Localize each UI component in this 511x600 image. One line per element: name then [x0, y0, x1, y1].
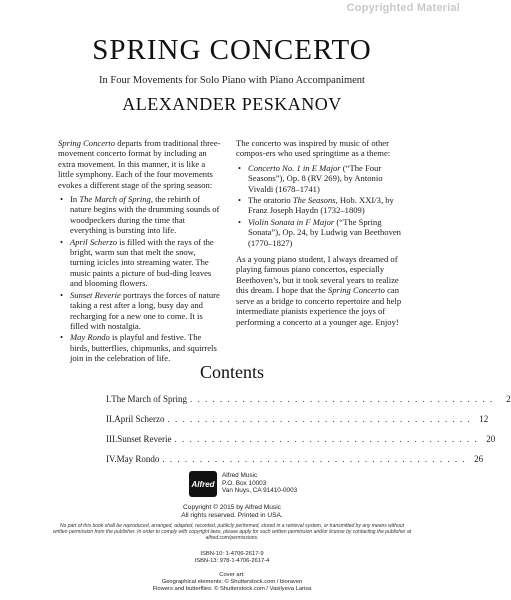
list-item — [70, 290, 221, 332]
publisher-name: Alfred Music — [222, 472, 258, 479]
toc-row[interactable] — [106, 454, 484, 474]
closing-text: can serve as a bridge to concerto repertoire and help intermediate pianists experience the joys of performing a concerto at a younger age. Enjoy! — [236, 285, 402, 327]
isbn-block — [0, 551, 464, 565]
contents-heading: Contents — [199, 362, 264, 382]
toc-leader-dots: . . . . . . . . . . . . . . . . . . . . . . . . . . . . . . . . . . . . . . . . . — [167, 414, 472, 424]
list-item — [70, 194, 221, 236]
movement-name: The March of Spring — [79, 194, 151, 205]
work-italic: Concerto No. 1 in E Major — [248, 162, 341, 173]
legal-notice: No part of this book shall be reproduced, arranged, adapted, recorded, publicly performed, stored in a retrieval system, or transmitted by any means without written permission from the publisher. In order to comply with copyright laws, please apply for such written permission and/or license by contacting the publisher at alfred.com/permissions. — [52, 523, 412, 541]
credits-line: Flowers and butterflies: © Shutterstock.com / Vasilyeva Larisa — [152, 586, 312, 592]
work-text: (“The Four Seasons”), Op. 8 (RV 269), by Antonio Vivaldi (1678–1741) — [248, 162, 383, 194]
work-italic: The Seasons — [292, 195, 336, 206]
toc-row[interactable] — [106, 414, 489, 434]
toc-title: May Rondo — [116, 454, 160, 464]
copyright-line: All rights reserved. Printed in USA. — [181, 512, 283, 519]
work-text: (“The Spring Sonata”), Op. 24, by Ludwig van Beethoven (1770–1827) — [248, 216, 401, 248]
closing-paragraph — [236, 254, 406, 327]
toc-number: III. — [106, 434, 118, 444]
work-text: , Hob. XXI/3, by Franz Joseph Haydn (1732–1809) — [248, 195, 394, 216]
work-italic: Violin Sonata in F Major — [248, 216, 335, 227]
page-title: SPRING CONCERTO — [92, 34, 372, 66]
credits-line: Cover art: — [219, 572, 245, 578]
credits-line: Geographical elements: © Shutterstock.com / bioraven — [161, 579, 303, 585]
movement-prefix: In — [70, 194, 80, 205]
publisher-address-line: Van Nuys, CA 91410-0003 — [222, 487, 298, 495]
movement-name: April Scherzo — [70, 236, 118, 247]
toc-row[interactable] — [106, 434, 496, 454]
toc-leader-dots: . . . . . . . . . . . . . . . . . . . . . . . . . . . . . . . . . . . . . . . . . — [162, 454, 467, 464]
toc-page: 20 — [486, 434, 496, 444]
intro-text: departs from traditional three-movement concerto format by including an extra movement. In this manner, it is like a little symphony. Each of the four movements evokes a different stage of the spring season: — [58, 138, 221, 190]
closing-text: As a young piano student, I always dreamed of playing famous piano concertos, especially Beethoven’s, but it took several years to realize this dream. I hope that the — [236, 254, 399, 296]
list-item — [70, 332, 221, 363]
inspiration-list — [236, 163, 406, 248]
toc-leader-dots: . . . . . . . . . . . . . . . . . . . . . . . . . . . . . . . . . . . . . . . . . — [174, 434, 479, 444]
table-of-contents — [106, 394, 511, 474]
copyright-notice — [0, 504, 464, 520]
movement-text: is playful and festive. The birds, butterflies, chipmunks, and squirrels join in the celebration of life. — [70, 332, 217, 364]
work-title: Spring Concerto — [58, 138, 116, 148]
movement-name: May Rondo — [70, 332, 110, 343]
publisher-address-line: P.O. Box 10003 — [222, 479, 267, 487]
list-item — [248, 163, 406, 194]
list-item — [248, 217, 406, 248]
copyright-line: Copyright © 2015 by Alfred Music — [183, 504, 281, 511]
movement-text: , the rebirth of nature begins with the drumming sounds of woodpeckers during the time that everything is bursting into life. — [70, 194, 220, 236]
movement-text: is filled with the rays of the bright, warm sun that melt the snow, turning icicles into streaming water. The music paints a picture of bud-ding leaves and blooming flowers. — [70, 236, 214, 289]
watermark: Copyrighted Material — [346, 2, 460, 14]
right-column — [236, 138, 406, 327]
toc-number: IV. — [106, 454, 117, 464]
movement-list — [58, 194, 221, 364]
intro-paragraph — [58, 138, 221, 190]
toc-row[interactable] — [106, 394, 511, 414]
subtitle: In Four Movements for Solo Piano with Piano Accompaniment — [99, 75, 365, 86]
alfred-logo: Alfred — [189, 471, 217, 497]
toc-page: 12 — [479, 414, 489, 424]
toc-title: The March of Spring — [111, 394, 187, 404]
left-column — [58, 138, 221, 365]
toc-title: April Scherzo — [114, 414, 165, 424]
composer-name: ALEXANDER PESKANOV — [122, 94, 342, 114]
toc-number: II. — [106, 414, 115, 424]
inspiration-intro: The concerto was inspired by music of other compos-ers who used springtime as a theme: — [236, 138, 391, 159]
toc-leader-dots: . . . . . . . . . . . . . . . . . . . . . . . . . . . . . . . . . . . . . . . . . — [189, 394, 494, 404]
toc-title: Sunset Reverie — [117, 434, 172, 444]
toc-page: 26 — [474, 454, 484, 464]
closing-italic: Spring Concerto — [327, 285, 385, 296]
work-text-pre: The oratorio — [248, 195, 293, 206]
toc-number: I. — [106, 394, 112, 404]
isbn-line: ISBN-10: 1-4706-2617-9 — [200, 551, 264, 557]
list-item — [70, 237, 221, 289]
movement-text: portrays the forces of nature taking a rest after a long, busy day and recharging for a new one to come. It is filled with nostalgia. — [70, 289, 220, 331]
cover-art-credits — [0, 572, 464, 593]
toc-page: 2 — [506, 394, 511, 404]
isbn-line: ISBN-13: 978-1-4706-2617-4 — [194, 558, 270, 564]
publisher-address — [222, 472, 297, 495]
movement-name: Sunset Reverie — [70, 289, 121, 300]
list-item — [248, 195, 406, 216]
